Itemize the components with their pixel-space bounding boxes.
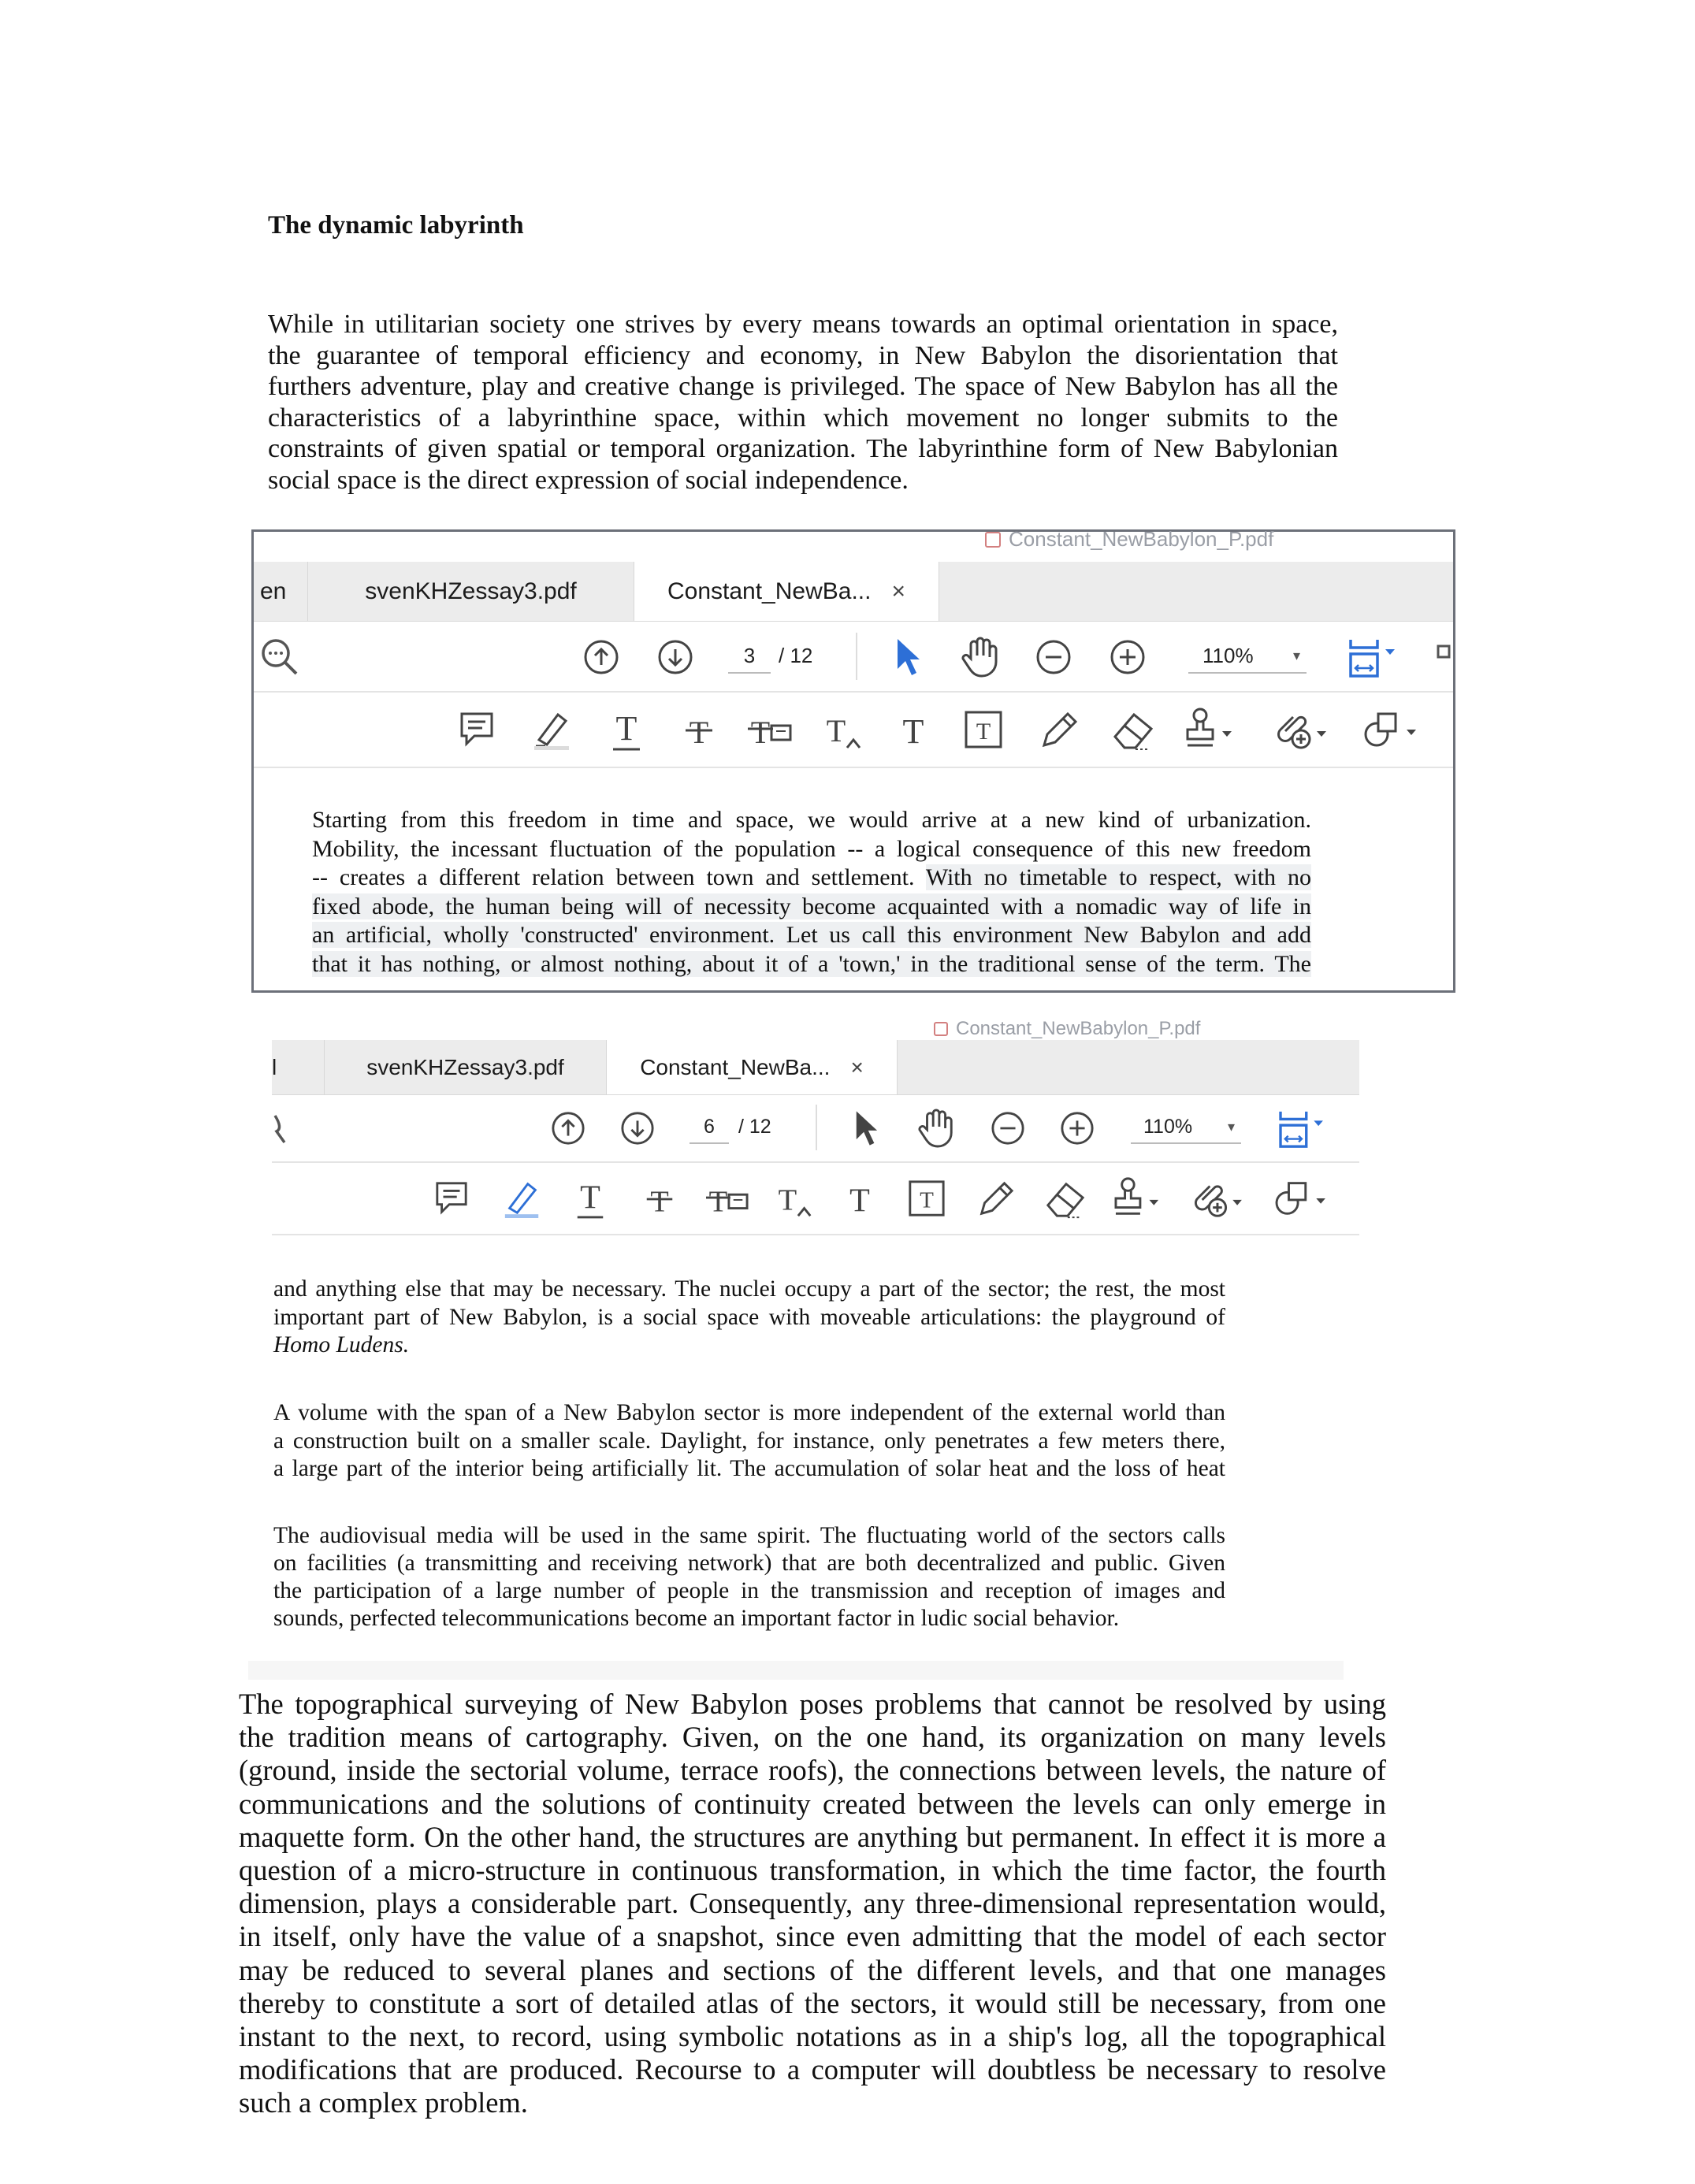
text-line: modifications that are produced. Recourse to a computer will doubtless be necessary to resolve — [239, 2053, 1386, 2086]
underline-text-icon[interactable] — [571, 1176, 609, 1223]
svg-text:T: T — [708, 1185, 728, 1219]
text-line: -- creates a different relation between town and settlement. With no timetable to respect, with no — [312, 864, 1311, 890]
file-name-hint: Constant_NewBabylon_P.pdf — [985, 527, 1273, 552]
page-number-input[interactable]: 3 — [728, 639, 771, 674]
text-line: a construction built on a smaller scale. Daylight, for instance, only penetrates a few meters there, — [273, 1428, 1225, 1454]
toolbar-divider — [856, 633, 857, 680]
close-tab-icon[interactable]: × — [850, 1054, 864, 1079]
add-text-icon[interactable] — [894, 707, 933, 754]
zoom-search-icon[interactable] — [257, 634, 301, 678]
paragraph-topographical — [239, 1688, 1386, 2120]
highlighted-text: an artificial, wholly 'constructed' environment. Let us call this environment New Babylon and add — [312, 922, 1311, 948]
hand-tool-icon[interactable] — [960, 634, 1002, 678]
text-line: on facilities (a transmitting and receiving network) that are both decentralized and public. Given — [273, 1551, 1225, 1576]
text-box-icon[interactable] — [905, 1176, 948, 1223]
highlight-text-icon[interactable] — [500, 1174, 545, 1221]
svg-text:T: T — [750, 715, 771, 750]
paragraph-nuclei — [273, 1276, 1225, 1360]
zoom-out-icon[interactable] — [989, 1109, 1027, 1147]
svg-text:T: T — [689, 715, 709, 750]
text-line: and anything else that may be necessary. The nuclei occupy a part of the sector; the rest, the most — [273, 1276, 1225, 1302]
pdf-file-icon — [934, 1022, 948, 1036]
zoom-level-select[interactable]: 110% ▾ — [1188, 639, 1307, 674]
chevron-down-icon: ▾ — [1227, 1119, 1235, 1135]
paragraph-volume — [273, 1399, 1225, 1484]
toolbar-divider — [816, 1105, 817, 1150]
svg-text:T: T — [778, 1183, 797, 1217]
tab-constant-newbabylon[interactable]: Constant_NewBa... × — [606, 1040, 898, 1094]
insert-text-icon[interactable] — [771, 1176, 819, 1223]
text-line: may be reduced to several planes and sections of the different levels, and that one manages — [239, 1953, 1386, 1986]
eraser-icon[interactable] — [1043, 1176, 1088, 1223]
shapes-icon[interactable] — [1268, 1174, 1333, 1223]
page-total: / 12 — [738, 1116, 771, 1138]
text-line: in itself, only have the value of a snapshot, since even admitting that the model of each sector — [239, 1920, 1386, 1953]
select-cursor-icon[interactable] — [890, 636, 925, 678]
text-line: the participation of a large number of people in the transmission and reception of images and — [273, 1578, 1225, 1603]
svg-text:T: T — [920, 1187, 934, 1213]
zoom-level-select[interactable]: 110% ▾ — [1131, 1111, 1241, 1144]
strikethrough-icon[interactable] — [641, 1176, 678, 1223]
tab-partial[interactable]: en — [260, 578, 287, 604]
text-line: constraints of given spatial or temporal organization. The labyrinthine form of New Babylonian — [268, 434, 1338, 463]
text-line: Starting from this freedom in time and space, we would arrive at a new kind of urbanization. — [312, 807, 1311, 833]
svg-text:T: T — [849, 1183, 870, 1220]
text-line: maquette form. On the other hand, the structures are anything but permanent. In effect it is more a — [239, 1820, 1386, 1853]
highlighted-text: that it has nothing, or almost nothing, about it of a 'town,' in the traditional sense of the term. The — [312, 950, 1311, 977]
previous-page-icon[interactable] — [582, 637, 621, 677]
svg-text:T: T — [976, 719, 991, 745]
hand-tool-icon[interactable] — [916, 1106, 957, 1149]
insert-text-icon[interactable] — [820, 707, 868, 754]
next-page-icon[interactable] — [656, 637, 695, 677]
zoom-in-icon[interactable] — [1058, 1109, 1096, 1147]
svg-text:T: T — [650, 1185, 669, 1219]
tab-svenkhzessay3[interactable]: svenKHZessay3.pdf — [307, 562, 634, 621]
text-line: While in utilitarian society one strives by every means towards an optimal orientation in space, — [268, 310, 1338, 339]
text-line: sounds, perfected telecommunications become an important factor in ludic social behavior. — [273, 1606, 1120, 1631]
navigation-toolbar — [272, 1095, 1359, 1163]
svg-text:T: T — [580, 1179, 600, 1216]
intro-paragraph — [268, 309, 1338, 496]
pencil-icon[interactable] — [1037, 707, 1080, 754]
svg-text:T: T — [826, 713, 846, 748]
partial-toolbar-icon[interactable] — [1436, 641, 1453, 664]
text-line: dimension, plays a considerable part. Consequently, any three-dimensional representation would, — [239, 1887, 1386, 1920]
screenshot-edge — [248, 1661, 1344, 1680]
text-line: thereby to constitute a sort of detailed atlas of the sectors, it would still be necessary, from one — [239, 1986, 1386, 2019]
attach-file-icon[interactable] — [1269, 705, 1332, 754]
text-line: the tradition means of cartography. Given, on the one hand, its organization on many levels — [239, 1721, 1386, 1754]
file-name-hint: Constant_NewBabylon_P.pdf — [934, 1018, 1200, 1040]
text-line: characteristics of a labyrinthine space, within which movement no longer submits to the — [268, 403, 1338, 433]
next-page-icon[interactable] — [619, 1109, 656, 1147]
section-heading: The dynamic labyrinth — [268, 211, 524, 240]
highlight-text-icon[interactable] — [530, 705, 575, 752]
stamp-icon[interactable] — [1182, 705, 1239, 754]
text-line: social space is the direct expression of social independence. — [268, 465, 909, 495]
page-total: / 12 — [779, 644, 813, 667]
svg-text:T: T — [902, 712, 924, 751]
tab-svenkhzessay3[interactable]: svenKHZessay3.pdf — [324, 1040, 606, 1094]
close-tab-icon[interactable]: × — [891, 578, 905, 604]
highlighted-text: With no timetable to respect, with no — [925, 864, 1311, 890]
text-line — [312, 921, 1311, 950]
zoom-out-icon[interactable] — [1034, 637, 1073, 677]
tab-constant-newbabylon[interactable]: Constant_NewBa... × — [634, 562, 939, 621]
add-text-icon[interactable] — [841, 1176, 879, 1223]
pdf-file-icon — [985, 532, 1001, 548]
text-line: Mobility, the incessant fluctuation of the population -- a logical consequence of this new freedom — [312, 835, 1311, 862]
replace-text-icon[interactable] — [704, 1176, 751, 1223]
replace-text-icon[interactable] — [745, 707, 794, 754]
pencil-icon[interactable] — [975, 1176, 1016, 1223]
document-excerpt — [312, 806, 1311, 979]
text-line: instant to the next, to record, using symbolic notations as in a ship's log, all the topographical — [239, 2020, 1386, 2053]
text-line: the guarantee of temporal efficiency and economy, in New Babylon the disorientation that — [268, 340, 1338, 370]
text-box-icon[interactable] — [961, 707, 1005, 754]
text-line: The topographical surveying of New Babylon poses problems that cannot be resolved by using — [239, 1688, 1386, 1720]
sticky-note-icon[interactable] — [433, 1177, 470, 1220]
zoom-in-icon[interactable] — [1108, 637, 1147, 677]
text-line: (ground, inside the sectorial volume, terrace roofs), the connections between levels, the nature of — [239, 1754, 1386, 1787]
fit-width-icon[interactable] — [1344, 636, 1399, 680]
text-line: A volume with the span of a New Babylon sector is more independent of the external world than — [273, 1400, 1225, 1425]
text-line: Homo Ludens. — [273, 1332, 410, 1358]
strikethrough-icon[interactable] — [679, 707, 719, 754]
text-line: communications and the solutions of continuity created between the levels can only emerge in — [239, 1787, 1386, 1820]
chevron-down-icon: ▾ — [1292, 648, 1300, 663]
text-line — [312, 893, 1311, 922]
page-navigator — [728, 639, 846, 674]
highlighted-text: fixed abode, the human being will of necessity become acquainted with a nomadic way of life in — [312, 893, 1311, 919]
text-line: such a complex problem. — [239, 2086, 528, 2119]
text-line: The audiovisual media will be used in the same spirit. The fluctuating world of the sectors calls — [273, 1523, 1225, 1548]
zoom-search-icon[interactable] — [272, 1114, 288, 1146]
navigation-toolbar — [254, 622, 1453, 693]
text-line: important part of New Babylon, is a social space with moveable articulations: the playground of — [273, 1304, 1225, 1330]
underline-text-icon[interactable] — [607, 707, 646, 754]
tab-partial[interactable]: l — [272, 1054, 277, 1079]
pdf-viewer-screenshot-1 — [251, 529, 1455, 993]
attach-file-icon[interactable] — [1186, 1174, 1247, 1223]
sticky-note-icon[interactable] — [457, 708, 496, 751]
text-line: question of a micro-structure in continuous transformation, in which the time factor, the fourth — [239, 1854, 1386, 1887]
select-cursor-icon[interactable] — [850, 1108, 882, 1149]
page-navigator — [690, 1111, 800, 1144]
page-number-input[interactable]: 6 — [690, 1111, 729, 1144]
tab-bar — [254, 562, 1453, 622]
shapes-icon[interactable] — [1357, 705, 1423, 754]
text-line: furthers adventure, play and creative change is privileged. The space of New Babylon has all the — [268, 372, 1338, 401]
comment-toolbar — [254, 693, 1453, 768]
fit-width-icon[interactable] — [1274, 1108, 1328, 1150]
comment-toolbar — [272, 1163, 1359, 1235]
text-line — [312, 950, 1311, 979]
tab-bar — [272, 1040, 1359, 1095]
paragraph-audiovisual — [273, 1522, 1225, 1632]
text-line: a large part of the interior being artificially lit. The accumulation of solar heat and the loss of heat — [273, 1456, 1225, 1481]
previous-page-icon[interactable] — [549, 1109, 587, 1147]
svg-text:T: T — [615, 709, 637, 748]
stamp-icon[interactable] — [1110, 1174, 1165, 1223]
eraser-icon[interactable] — [1110, 707, 1157, 754]
